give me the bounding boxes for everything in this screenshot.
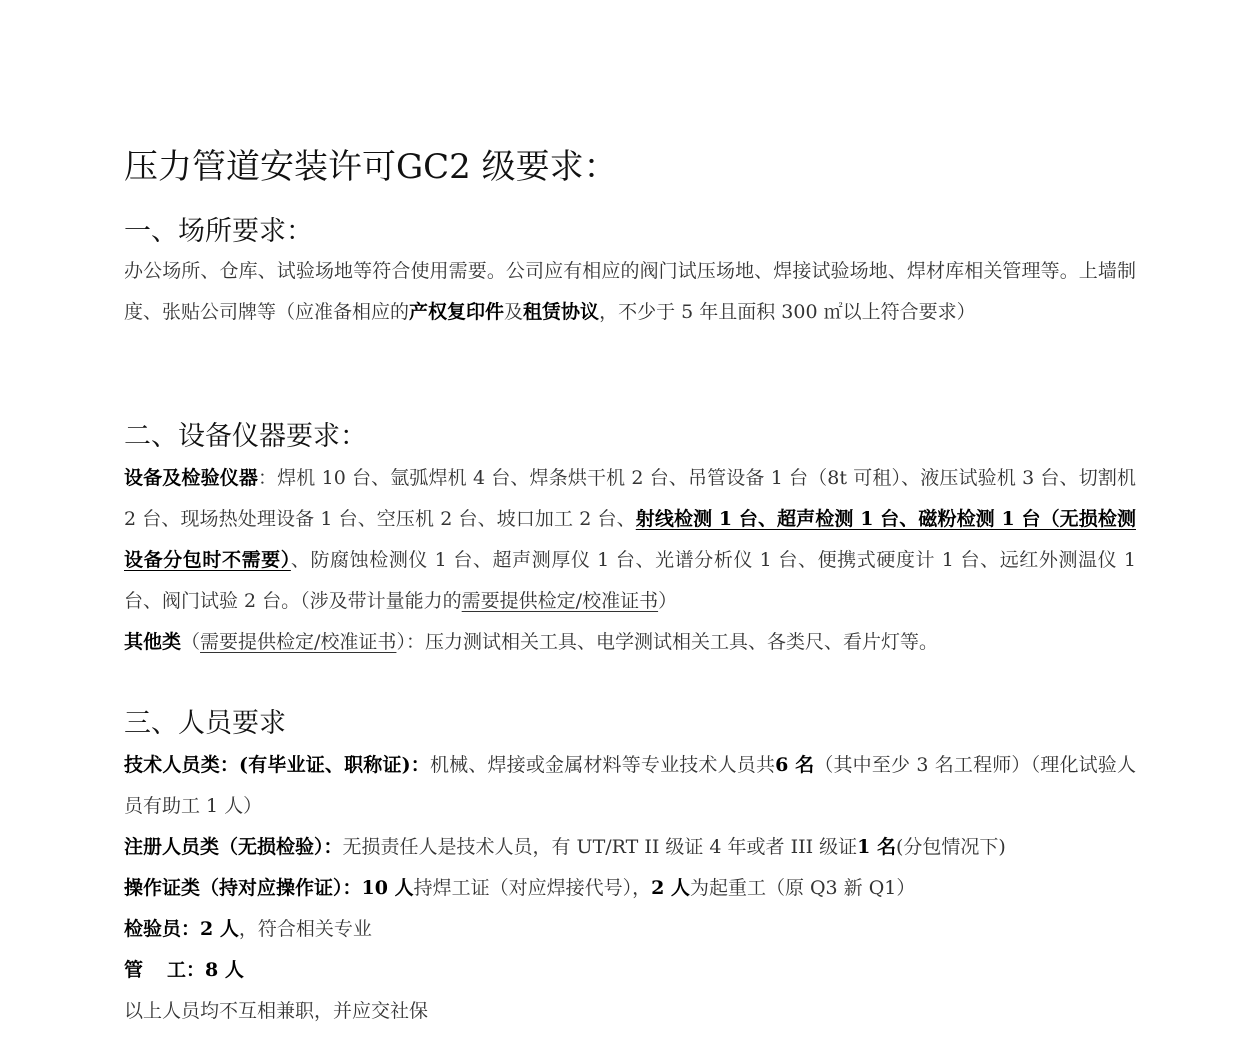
technical-staff-paragraph (124, 745, 1136, 827)
text-run: （其中至少 3 名工程师）（理化试验人员有助工 1 人） (124, 754, 1136, 817)
text-run: 机械、焊接或金属材料等专业技术人员共 (429, 754, 776, 776)
calibration-certificate-note: 需要提供检定/校准证书 (200, 631, 397, 653)
text-run: 为起重工（原 Q3 新 Q1） (689, 877, 916, 899)
pipefitter-line (124, 950, 244, 991)
inspector-line (124, 909, 372, 950)
registered-staff-label: 注册人员类（无损检验）： (124, 836, 343, 858)
rigger-count: 2 人 (651, 877, 690, 899)
registered-staff-line (124, 827, 1006, 868)
text-run: 持焊工证（对应焊接代号）， (413, 877, 652, 899)
page-title: 压力管道安装许可GC2 级要求： (124, 147, 618, 187)
inspector-count: ：2 人 (181, 918, 239, 940)
operator-certificate-line (124, 868, 915, 909)
equipment-label: 设备及检验仪器 (124, 467, 258, 489)
other-equipment-line (124, 622, 938, 663)
text-run: （ (181, 631, 201, 653)
text-run: 办公场所、仓库、试验场地等符合使用需要。公司应有相应的阀门试压场地、焊接试验场地、焊材库相关管理等。上墙制度、张贴公司牌等（应准备相应的 (124, 260, 1136, 323)
equipment-paragraph (124, 458, 1136, 622)
text-run: ，符合相关专业 (238, 918, 372, 940)
section-heading-equipment: 二、设备仪器要求： (124, 421, 367, 452)
welder-count: 10 人 (361, 877, 414, 899)
personnel-note: 以上人员均不互相兼职，并应交社保 (124, 1000, 429, 1022)
site-requirements-paragraph (124, 251, 1136, 333)
pipefitter-label-first: 管 (124, 959, 144, 981)
text-run: ） (658, 590, 678, 612)
other-label: 其他类 (124, 631, 182, 653)
operator-certificate-label: 操作证类（持对应操作证）： (124, 877, 362, 899)
text-run: ）：压力测试相关工具、电学测试相关工具、各类尺、看片灯等。 (396, 631, 938, 653)
calibration-certificate-note: 需要提供检定/校准证书 (461, 590, 659, 612)
text-run: 无损责任人是技术人员，有 UT/RT II 级证 4 年或者 III 级证 (342, 836, 858, 858)
ndt-equipment-note: 射线检测 1 台、超声检测 1 台、磁粉检测 1 台（无损检测设备分包时不需要） (124, 508, 1136, 571)
pipefitter-label-second: 工 (167, 959, 187, 981)
registered-staff-count: 1 名 (857, 836, 896, 858)
text-run: 、防腐蚀检测仪 1 台、超声测厚仪 1 台、光谱分析仪 1 台、便携式硬度计 1 台、远红外测温仪 1 台、阀门试验 2 台。（涉及带计量能力的 (124, 549, 1136, 612)
text-run: 及 (504, 301, 524, 323)
lease-agreement: 租赁协议 (523, 301, 600, 323)
pipefitter-count: ：8 人 (186, 959, 244, 981)
technical-staff-label: 技术人员类：(有毕业证、职称证)： (124, 754, 430, 776)
property-certificate-copy: 产权复印件 (409, 301, 505, 323)
section-heading-site: 一、场所要求： (124, 216, 313, 247)
text-run: (分包情况下) (895, 836, 1006, 858)
text-run: ：焊机 10 台、氩弧焊机 4 台、焊条烘干机 2 台、吊管设备 1 台（8t 可租）、液压试验机 3 台、切割机 2 台、现场热处理设备 1 台、空压机 2 台、坡口加工 2 台、 (124, 467, 1136, 530)
text-run: ，不少于 5 年且面积 300 ㎡以上符合要求） (599, 301, 976, 323)
technical-staff-count: 6 名 (775, 754, 815, 776)
inspector-label: 检验员 (124, 918, 182, 940)
section-heading-personnel: 三、人员要求 (124, 708, 286, 739)
